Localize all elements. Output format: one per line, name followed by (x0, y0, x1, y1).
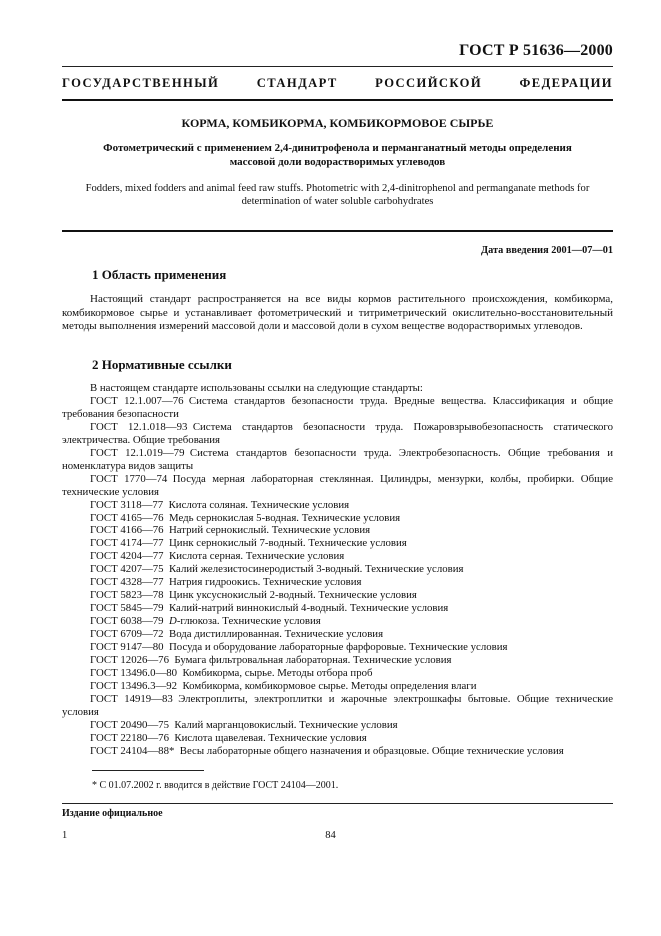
reference-item (62, 667, 613, 680)
reference-code: ГОСТ 6038—79 (90, 615, 164, 628)
reference-code: ГОСТ 12.1.007—76 (90, 394, 184, 407)
left-number: 1 (62, 830, 68, 841)
section-rule (62, 230, 613, 232)
gost-code: ГОСТ Р 51636—2000 (459, 42, 613, 59)
section2-heading: 2 Нормативные ссылки (92, 357, 232, 372)
reference-code: ГОСТ 4204—77 (90, 550, 164, 563)
title-rule (62, 99, 613, 101)
reference-code: ГОСТ 4165—76 (90, 511, 164, 524)
reference-title: Натрия гидроокись. Технические условия (169, 576, 362, 589)
reference-item (62, 537, 613, 550)
section1-heading: 1 Область применения (92, 267, 227, 282)
reference-item (62, 576, 613, 589)
reference-title: Кислота серная. Технические условия (169, 550, 345, 563)
reference-item (62, 654, 613, 667)
reference-title: Посуда мерная лабораторная стеклянная. Цилиндры, мензурки, колбы, пробирки. Общие технические условия (62, 472, 613, 498)
reference-code: ГОСТ 3118—77 (90, 498, 164, 511)
reference-code: ГОСТ 4207—75 (90, 563, 164, 576)
reference-title: Кислота щавелевая. Технические условия (174, 731, 367, 744)
edition-label: Издание официальное (62, 808, 163, 819)
reference-code: ГОСТ 22180—76 (90, 731, 169, 744)
reference-title: Посуда и оборудование лабораторные фарфоровые. Технические условия (169, 641, 508, 654)
reference-item (62, 550, 613, 563)
reference-title: Цинк уксуснокислый 2-водный. Технические условия (169, 589, 417, 602)
reference-code: ГОСТ 5823—78 (90, 589, 164, 602)
reference-code: ГОСТ 5845—79 (90, 602, 164, 615)
reference-item (62, 745, 613, 758)
reference-prefix: D (169, 615, 177, 628)
reference-title: Калий марганцовокислый. Технические условия (174, 718, 398, 731)
reference-title: Электроплиты, электроплитки и жарочные электрошкафы бытовые. Общие технические условия (62, 692, 613, 718)
reference-item (62, 473, 613, 499)
reference-code: ГОСТ 12.1.018—93 (90, 420, 188, 433)
reference-title: Бумага фильтровальная лабораторная. Технические условия (174, 654, 452, 667)
reference-title: Медь сернокислая 5-водная. Технические условия (169, 511, 401, 524)
reference-code: ГОСТ 13496.0—80 (90, 666, 178, 679)
section1-text: Настоящий стандарт распространяется на все виды кормов растительного происхождения, комбикорма, комбикормовое сырье и устанавливает фотометрический и титриметрический окислительно-восстановительный методы выполнения измерений массовой доли и массовой доли в сухом веществе водорастворимых углеводов. (62, 293, 613, 333)
footer-rule (62, 803, 613, 804)
reference-item (62, 512, 613, 525)
footnote: * С 01.07.2002 г. вводится в действие ГОСТ 24104—2001. (92, 780, 339, 791)
reference-item (62, 602, 613, 615)
reference-code: ГОСТ 1770—74 (90, 472, 168, 485)
reference-title: -глюкоза. Технические условия (176, 615, 321, 628)
reference-code: ГОСТ 12.1.019—79 (90, 446, 185, 459)
reference-item (62, 563, 613, 576)
reference-title: Натрий сернокислый. Технические условия (169, 524, 371, 537)
reference-code: ГОСТ 24104—88* (90, 744, 175, 757)
reference-title: Вода дистиллированная. Технические условия (169, 628, 384, 641)
reference-title: Комбикорма, комбикормовое сырье. Методы определения влаги (182, 679, 477, 692)
reference-code: ГОСТ 4174—77 (90, 537, 164, 550)
reference-title: Система стандартов безопасности труда. Электробезопасность. Общие требования и номенклатура видов защиты (62, 446, 613, 472)
main-title: КОРМА, КОМБИКОРМА, КОМБИКОРМОВОЕ СЫРЬЕ (181, 116, 494, 130)
reference-item (62, 499, 613, 512)
normative-references (62, 382, 613, 758)
footnote-rule (92, 770, 204, 771)
reference-item (62, 693, 613, 719)
reference-item (62, 589, 613, 602)
reference-title: Комбикорма, сырье. Методы отбора проб (182, 666, 373, 679)
intro-date: Дата введения 2001—07—01 (481, 245, 613, 256)
reference-code: ГОСТ 6709—72 (90, 628, 164, 641)
references-intro: В настоящем стандарте использованы ссылки на следующие стандарты: (90, 382, 423, 394)
reference-code: ГОСТ 13496.3—92 (90, 679, 178, 692)
reference-code: ГОСТ 12026—76 (90, 654, 169, 667)
subtitle-en: Fodders, mixed fodders and animal feed raw stuffs. Photometric with 2,4-dinitrophenol and permanganate methods for determination of water soluble carbohydrates (85, 183, 590, 207)
reference-title: Система стандартов безопасности труда. Вредные вещества. Классификация и общие требования безопасности (62, 394, 613, 420)
reference-code: ГОСТ 4328—77 (90, 576, 164, 589)
reference-item (62, 615, 613, 628)
reference-title: Калий-натрий виннокислый 4-водный. Технические условия (169, 602, 449, 615)
references-list (62, 395, 613, 758)
reference-title: Система стандартов безопасности труда. Пожаровзрывобезопасность статического электричества. Общие требования (62, 420, 613, 446)
reference-item (62, 680, 613, 693)
header-rule (62, 66, 613, 67)
reference-item (62, 719, 613, 732)
reference-code: ГОСТ 4166—76 (90, 524, 164, 537)
reference-item (62, 628, 613, 641)
reference-item (62, 732, 613, 745)
reference-item (62, 524, 613, 537)
page-number: 84 (325, 830, 336, 841)
reference-item (62, 641, 613, 654)
reference-code: ГОСТ 9147—80 (90, 641, 164, 654)
reference-code: ГОСТ 20490—75 (90, 718, 169, 731)
reference-title: Цинк сернокислый 7-водный. Технические условия (169, 537, 407, 550)
reference-item (62, 421, 613, 447)
reference-title: Калий железистосинеродистый 3-водный. Технические условия (169, 563, 464, 576)
reference-code: ГОСТ 14919—83 (90, 692, 173, 705)
reference-item (62, 447, 613, 473)
subtitle-ru: Фотометрический с применением 2,4-динитрофенола и перманганатный методы определения массовой доли водорастворимых углеводов (103, 142, 572, 168)
state-standard-title: ГОСУДАРСТВЕННЫЙ СТАНДАРТ РОССИЙСКОЙ ФЕДЕРАЦИИ (62, 76, 613, 90)
reference-item (62, 395, 613, 421)
reference-title: Кислота соляная. Технические условия (168, 498, 350, 511)
reference-title: Весы лабораторные общего назначения и образцовые. Общие технические условия (179, 744, 564, 757)
